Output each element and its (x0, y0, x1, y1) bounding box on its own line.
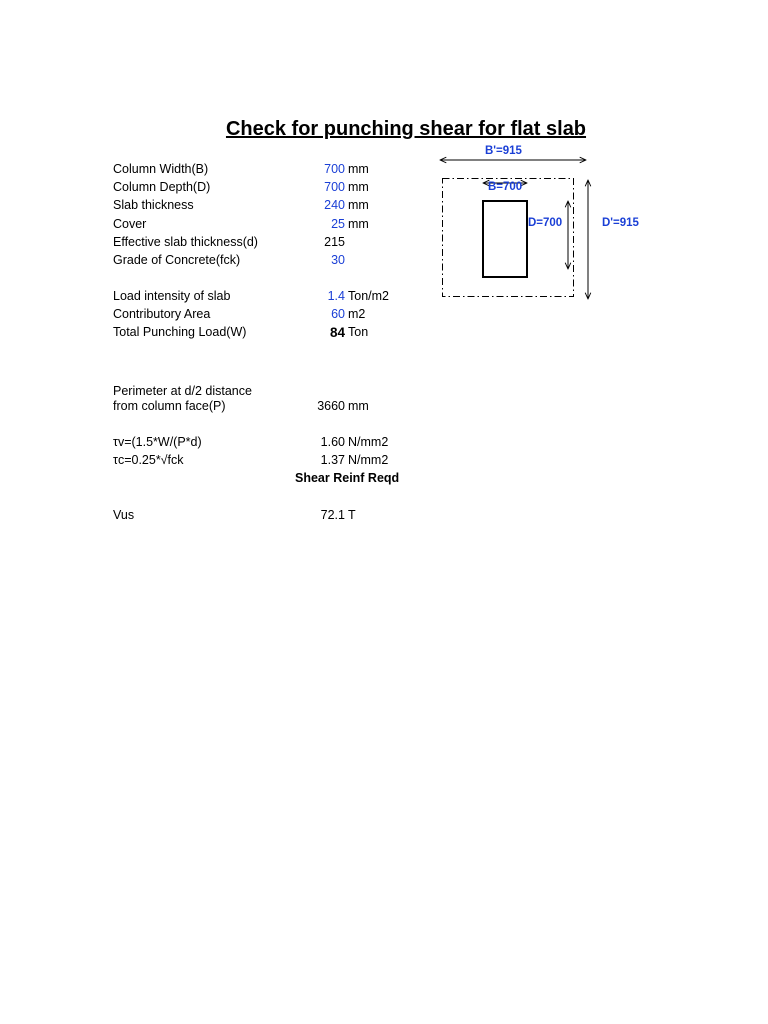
grade-of-concrete-label: Grade of Concrete(fck) (113, 253, 241, 267)
column-width-label: Column Width(B) (113, 162, 209, 176)
punching-load-unit: Ton (348, 325, 369, 339)
page-title: Check for punching shear for flat slab (225, 118, 587, 140)
tau-c-unit: N/mm2 (348, 453, 389, 467)
tau-c-label: τc=0.25*√fck (113, 453, 184, 467)
slab-thickness-label: Slab thickness (113, 198, 194, 212)
load-intensity-unit: Ton/m2 (348, 289, 389, 303)
perimeter-label-line1: Perimeter at d/2 distance (113, 384, 252, 398)
cover-unit: mm (348, 217, 369, 231)
tau-c-value: 1.37 (320, 453, 345, 467)
punching-load-label: Total Punching Load(W) (113, 325, 247, 339)
tau-v-label: τv=(1.5*W/(P*d) (113, 435, 202, 449)
slab-thickness-unit: mm (348, 198, 369, 212)
perimeter-value: 3660 (317, 399, 345, 413)
slab-thickness-value[interactable]: 240 (324, 198, 345, 212)
vus-unit: T (348, 508, 356, 522)
perimeter-label-line2: from column face(P) (113, 399, 226, 413)
column-width-unit: mm (348, 162, 369, 176)
perimeter-unit: mm (348, 399, 369, 413)
punching-load-value: 84 (329, 325, 345, 340)
column-depth-value[interactable]: 700 (324, 180, 345, 194)
load-intensity-label: Load intensity of slab (113, 289, 231, 303)
critical-perimeter (443, 179, 574, 297)
column-width-value[interactable]: 700 (324, 162, 345, 176)
d-label: D=700 (528, 217, 563, 229)
vus-label: Vus (113, 508, 135, 522)
effective-thickness-value: 215 (324, 235, 345, 249)
contributory-area-value[interactable]: 60 (331, 307, 345, 321)
effective-thickness-label: Effective slab thickness(d) (113, 235, 258, 249)
contributory-area-label: Contributory Area (113, 307, 211, 321)
grade-of-concrete-value[interactable]: 30 (331, 253, 345, 267)
cover-value[interactable]: 25 (331, 217, 345, 231)
column-outline (483, 201, 527, 277)
b-label: B=700 (488, 181, 523, 193)
shear-result: Shear Reinf Reqd (295, 471, 400, 485)
tau-v-unit: N/mm2 (348, 435, 389, 449)
load-intensity-value[interactable]: 1.4 (327, 289, 345, 303)
b-prime-label: B'=915 (485, 145, 522, 157)
cover-label: Cover (113, 217, 147, 231)
contributory-area-unit: m2 (348, 307, 366, 321)
vus-value: 72.1 (320, 508, 345, 522)
tau-v-value: 1.60 (320, 435, 345, 449)
column-depth-label: Column Depth(D) (113, 180, 211, 194)
d-prime-label: D'=915 (602, 217, 639, 229)
column-depth-unit: mm (348, 180, 369, 194)
